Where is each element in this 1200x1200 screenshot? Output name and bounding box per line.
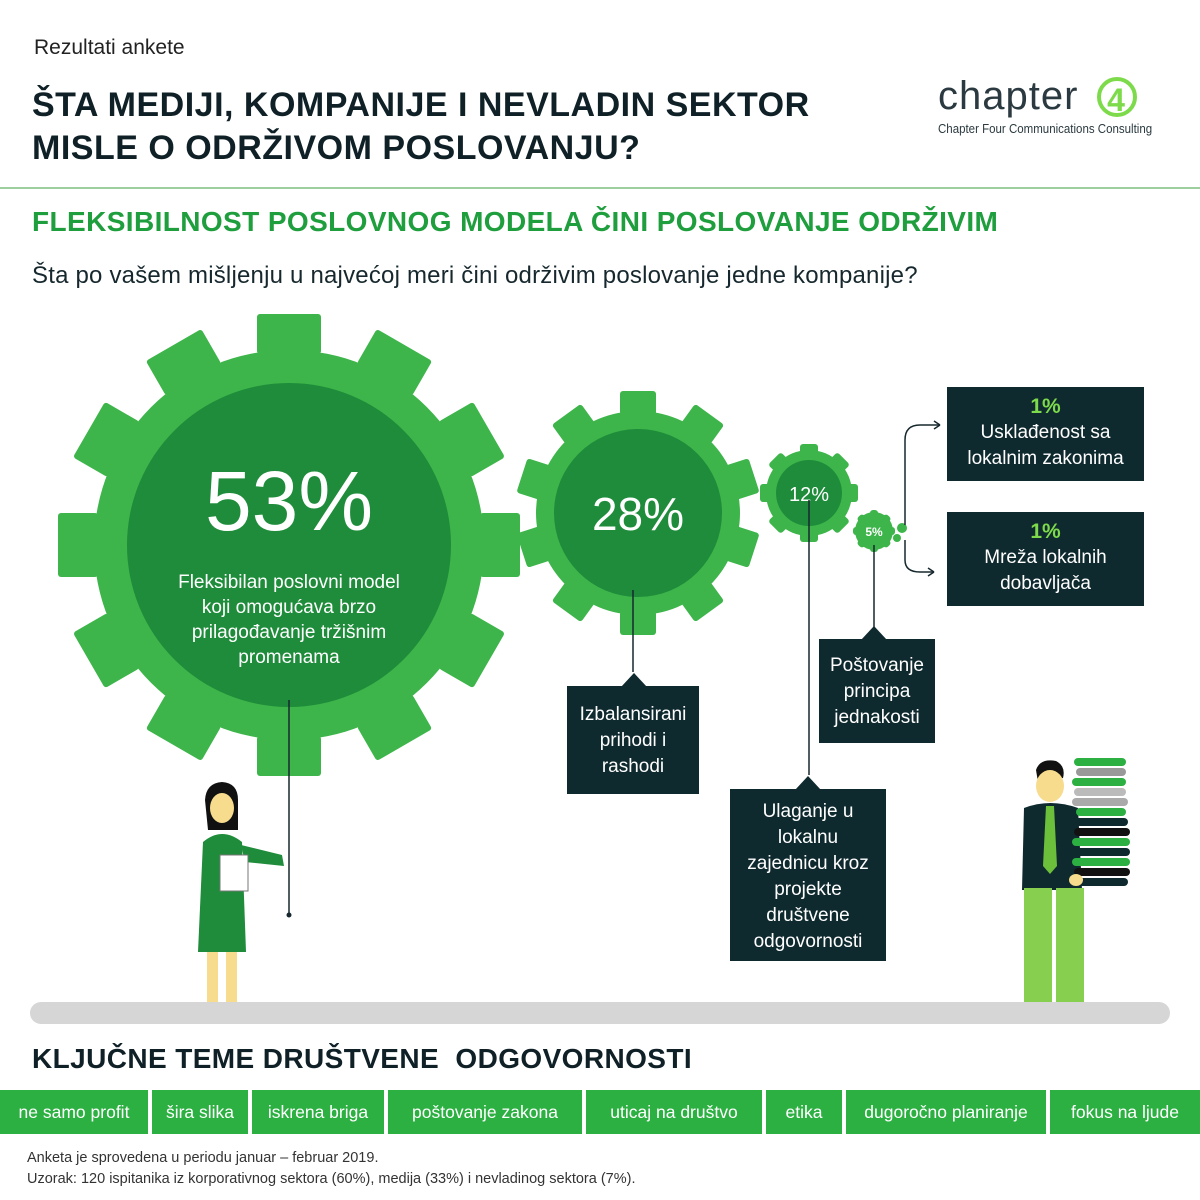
main-title-line-2: MISLE O ODRŽIVOM POSLOVANJU? — [32, 129, 641, 167]
gear-1b-icon — [893, 534, 901, 542]
survey-question: Šta po vašem mišljenju u najvećoj meri čini održivim poslovanje jedne kompanije? — [32, 262, 918, 289]
gear-12-value: 12% — [788, 484, 830, 506]
result-1b-line-1: Mreža lokalnih — [984, 547, 1107, 568]
result-5-line-2: principa — [843, 681, 911, 702]
result-28-line-2: prihodi i — [599, 730, 667, 751]
result-box-1-laws — [947, 387, 1144, 481]
theme-tag: fokus na ljude — [1050, 1090, 1200, 1134]
footnote-sample: Uzorak: 120 ispitanika iz korporativnog sektora (60%), medija (33%) i nevladinog sektora (7%). — [27, 1171, 636, 1187]
main-title-line-1: ŠTA MEDIJI, KOMPANIJE I NEVLADIN SEKTOR — [32, 86, 810, 124]
ground-bar — [30, 1002, 1170, 1024]
gear-53-label-line-1: Fleksibilan poslovni model — [178, 572, 400, 593]
result-5-line-3: jednakosti — [834, 707, 920, 728]
theme-tag: poštovanje zakona — [388, 1090, 582, 1134]
gear-53-value: 53% — [204, 454, 374, 548]
theme-tag: šira slika — [152, 1090, 248, 1134]
theme-tag: dugoročno planiranje — [846, 1090, 1046, 1134]
result-1a-value: 1% — [1030, 395, 1061, 418]
gear-53-label-line-2: koji omogućava brzo — [201, 597, 377, 618]
result-box-28 — [567, 686, 699, 794]
result-box-5-pointer — [861, 626, 887, 640]
result-28-line-3: rashodi — [601, 756, 665, 777]
result-12-line-5: društvene — [766, 905, 850, 926]
result-12-line-2: lokalnu — [777, 827, 839, 848]
result-box-12 — [730, 789, 886, 961]
result-1b-value: 1% — [1030, 520, 1061, 543]
gear-53-label-line-4: promenama — [238, 647, 340, 668]
result-1a-line-1: Usklađenost sa — [980, 422, 1111, 443]
result-12-line-4: projekte — [774, 879, 842, 900]
result-5-line-1: Poštovanje — [829, 655, 924, 676]
theme-tag: uticaj na društvo — [586, 1090, 762, 1134]
result-12-line-3: zajednicu kroz — [747, 853, 869, 874]
theme-tag: ne samo profit — [0, 1090, 148, 1134]
section-title: FLEKSIBILNOST POSLOVNOG MODELA ČINI POSLOVANJE ODRŽIVIM — [32, 206, 999, 237]
theme-tag: etika — [766, 1090, 842, 1134]
result-1a-line-2: lokalnim zakonima — [967, 448, 1124, 469]
result-box-28-pointer — [621, 673, 647, 687]
man-with-books-figure — [1022, 758, 1130, 1010]
themes-tag-bar — [0, 1090, 1200, 1134]
gear-5-value: 5% — [865, 525, 883, 539]
gear-28-value: 28% — [591, 488, 685, 540]
result-box-12-pointer — [795, 776, 821, 790]
footnote-period: Anketa je sprovedena u periodu januar – februar 2019. — [27, 1150, 379, 1166]
themes-title: KLJUČNE TEME DRUŠTVENE ODGOVORNOSTI — [32, 1043, 693, 1074]
logo-subtitle: Chapter Four Communications Consulting — [938, 122, 1153, 136]
logo-mark-4: 4 — [1097, 77, 1137, 117]
result-box-1-suppliers — [947, 512, 1144, 606]
logo-word: chapter — [938, 74, 1079, 118]
result-28-line-1: Izbalansirani — [579, 704, 687, 725]
theme-tag: iskrena briga — [252, 1090, 384, 1134]
result-box-5 — [819, 639, 935, 743]
result-1b-line-2: dobavljača — [1000, 573, 1091, 594]
result-12-line-6: odgovornosti — [753, 931, 863, 952]
gear-53-label-line-3: prilagođavanje tržišnim — [191, 622, 387, 643]
result-12-line-1: Ulaganje u — [762, 801, 854, 822]
survey-kicker: Rezultati ankete — [34, 36, 185, 59]
woman-presenter-figure — [198, 782, 284, 1010]
